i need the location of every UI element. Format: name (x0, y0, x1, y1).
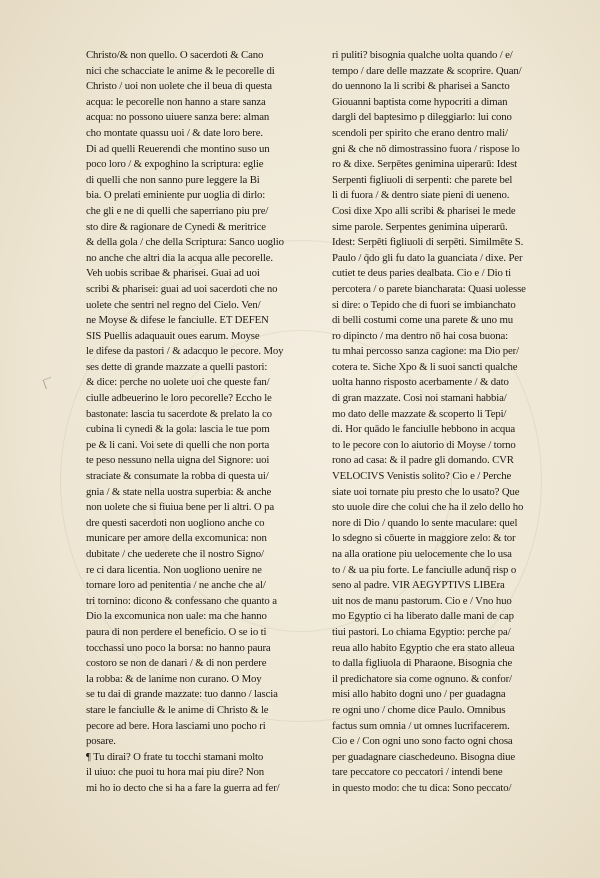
text-line: paura di non perdere el beneficio. O se io ti (86, 625, 267, 638)
text-line: tiui pastori. Lo chiama Egyptio: perche pa/ (332, 625, 511, 638)
text-line: do uennono la li scribi & pharisei a Sancto (332, 80, 510, 93)
text-line: mi ho io decto che si ha a fare la guerra ad fer/ (86, 781, 280, 794)
text-line: Cio e / Con ogni uno sono facto ogni chosa (332, 735, 513, 748)
text-line: posare. (86, 735, 116, 748)
text-line: le difese da pastori / & adacquo le pecore. Moy (86, 345, 284, 358)
text-line: mo dato delle mazzate & scoperto li Tepi/ (332, 407, 507, 420)
text-line: ri puliti? bisognia qualche uolta quando / e/ (332, 49, 513, 61)
text-line: VELOCIVS Venistis solito? Cio e / Perche (332, 470, 512, 483)
text-line: to / & ua piu forte. Le fanciulle adunq̄ risp o (332, 563, 517, 576)
text-line: il predichatore sia come ognuno. & confor/ (332, 672, 512, 685)
text-line: in questo modo: che tu dica: Sono peccato/ (332, 781, 512, 794)
text-line: seno al padre. VIR AEGYPTIVS LIBEra (332, 579, 505, 592)
text-line: tri tornino: dicono & confessano che quanto a (86, 594, 277, 607)
text-line: to le pecore con lo aiutorio di Moyse / torno (332, 438, 516, 451)
text-line: te peso nessuno nella uigna del Signore: uoi (86, 454, 270, 467)
text-line: siate uoi tornate piu presto che lo usato? Que (332, 485, 520, 498)
text-line: tornare loro ad penitentia / ne anche che al/ (86, 579, 266, 592)
text-line: Paulo / q̄do gli fu dato la guanciata / dixe. Per (332, 251, 523, 264)
text-line: acqua: le pecorelle non hanno a stare sanza (86, 95, 266, 108)
text-line: scendoli per spirito che erano dentro mali/ (332, 126, 508, 139)
text-line: reua allo habito Egyptio che era stato alleua (332, 641, 515, 654)
text-line: misi allo habito dogni uno / per guadagna (332, 688, 506, 701)
text-line: Dio la excomunica non uale: ma che hanno (86, 610, 267, 623)
text-line: che gli e ne di quelli che saperriano piu pre/ (86, 204, 269, 217)
right-text-column (332, 48, 576, 797)
text-line: se tu dai di grande mazzate: tuo danno / lascia (86, 688, 278, 701)
text-line: uolete che sentri nel regno del Cielo. Ven/ (86, 298, 261, 311)
text-line: uolta hanno risposto acerbamente / & dato (332, 376, 509, 389)
text-line: la robba: & de lanime non curano. O Moy (86, 672, 262, 685)
text-line: nore di Dio / quando lo sente maculare: quel (332, 516, 518, 529)
text-line: gnia / & state nella uostra superbia: & anche (86, 485, 272, 498)
text-line: ro dipincto / ma dentro nō hai cosa buona: (332, 329, 509, 342)
text-line: sto dire & ragionare de Cynedi & meritrice (86, 220, 266, 233)
text-line: acqua: no possono uiuere sanza bere: alman (86, 111, 270, 124)
text-line: dargli del baptesimo p dileggiarlo: lui cono (332, 111, 512, 124)
text-line: ¶ Tu dirai? O frate tu tocchi stamani molto (86, 750, 264, 763)
text-line: cubina li cynedi & la gola: lascia le tue pom (86, 423, 270, 436)
text-line: na alla oratione piu uelocemente che lo usa (332, 548, 512, 560)
text-line: sto uuole dire che colui che ha il zelo dello ho (332, 501, 524, 514)
text-line: factus sum omnia / ut omnes lucrifacerem. (332, 719, 510, 732)
text-line: di belli costumi come una parete & uno mu (332, 314, 513, 327)
text-line: ses dette di grande mazzate a quelli pastori: (86, 360, 268, 373)
text-line: bia. O prelati eminiente pur uoglia di dirlo: (86, 189, 266, 202)
text-line: SIS Puellis adaquauit oues earum. Moyse (86, 329, 260, 342)
text-line: ne Moyse & difese le fanciulle. ET DEFEN (86, 314, 269, 327)
text-line: nici che schacciate le anime & le pecorelle di (86, 64, 275, 77)
margin-mark (43, 377, 55, 389)
text-line: Idest: Serpēti figliuoli di serpēti. Similmēte S. (332, 236, 524, 249)
text-line: di quelli che non sanno pure leggere la Bi (86, 173, 260, 186)
text-line: non uolete che si fiuiua bene per li altri. O pa (86, 501, 274, 514)
text-line: mo Egyptio ci ha liberato dalle mani de cap (332, 610, 514, 623)
text-line: si dire: o Tepido che di fuori se imbianchato (332, 298, 516, 311)
text-line: Giouanni baptista come hypocriti a diman (332, 95, 508, 108)
text-line: dubitate / che uederete che il nostro Signo/ (86, 548, 264, 560)
text-line: cotera te. Siche Xpo & li suoi sancti qualche (332, 360, 518, 373)
text-line: municare per amore della excomunica: non (86, 532, 267, 545)
text-line: li di fuora / & dentro siate pieni di ueneno. (332, 189, 510, 202)
text-line: stare le fanciulle & le anime di Christo & le (86, 703, 269, 716)
text-line: di gran mazzate. Cosi noi stamani habbia/ (332, 392, 507, 405)
text-line: rono ad casa: & il padre gli domando. CVR (332, 454, 514, 467)
text-line: tempo / dare delle mazzate & scoprire. Quan/ (332, 64, 522, 77)
text-line: straciate & consumate la robba di questa ui/ (86, 470, 269, 483)
text-line: cutiet te deus paries dealbata. Cio e / Dio ti (332, 267, 511, 280)
text-line: bastonate: lascia tu sacerdote & prelato la co (86, 407, 272, 420)
text-line: re ci dara licentia. Non uogliono uenire ne (86, 563, 262, 576)
text-line: to dalla figliuola di Pharaone. Bisognia che (332, 657, 513, 670)
text-line: cho montate quassu uoi / & date loro bere. (86, 126, 263, 139)
text-line: dre questi sacerdoti non uogliono anche co (86, 516, 265, 529)
text-line: ciulle adbeuerino le loro pecorelle? Eccho le (86, 392, 272, 405)
text-line: uit nos de manu pastorum. Cio e / Vno huo (332, 594, 512, 607)
left-text-column (86, 48, 324, 797)
text-line: re ogni uno / chome dice Paulo. Omnibus (332, 703, 506, 716)
text-line: no anche che altri dia la acqua alle pecorelle. (86, 251, 273, 264)
text-line: di. Hor quādo le fanciulle hebbono in acqua (332, 423, 516, 436)
text-line: lo sdegno si cōuerte in maggiore zelo: & tor (332, 532, 516, 545)
text-line: tocchassi uno poco la borsa: no hanno paura (86, 641, 271, 654)
text-line: pe & li cani. Voi sete di quelli che non porta (86, 438, 270, 451)
text-line: Veh uobis scribae & pharisei. Guai ad uoi (86, 267, 260, 280)
text-line: & della gola / che della Scriptura: Sanco uoglio (86, 236, 284, 249)
text-line: tare peccatore co peccatori / intendi bene (332, 766, 503, 779)
text-line: & dice: perche no uolete uoi che queste fan/ (86, 376, 270, 389)
text-line: scribi & pharisei: guai ad uoi sacerdoti che no (86, 282, 278, 295)
text-line: Di ad quelli Reuerendi che montino suso un (86, 142, 270, 155)
text-line: ro & dixe. Serpētes genimina uiperarū: Idest (332, 158, 517, 171)
text-line: percotera / o parete biancharata: Quasi uolesse (332, 282, 526, 295)
text-line: Cosi dixe Xpo alli scribi & pharisei le mede (332, 204, 516, 217)
text-line: per guadagnare ciaschedeuno. Bisogna diue (332, 750, 516, 763)
text-line: pecore ad bere. Hora lasciami uno pocho ri (86, 719, 266, 732)
text-line: sime parole. Serpentes genimina uiperarū. (332, 220, 508, 233)
text-line: poco loro / & expoghino la scriptura: eglie (86, 158, 264, 171)
text-line: tu mhai percosso sanza cagione: ma Dio per/ (332, 345, 519, 358)
text-line: gni & che nō dimostrassino fuora / rispose lo (332, 142, 520, 155)
text-line: Christo/& non quello. O sacerdoti & Cano (86, 49, 264, 61)
text-line: Christo / uoi non uolete che il beua di questa (86, 80, 272, 93)
text-line: il uiuo: che puoi tu hora mai piu dire? Non (86, 766, 264, 779)
text-line: costoro se non de danari / & di non perdere (86, 657, 267, 670)
text-line: Serpenti figliuoli di serpenti: che parete bel (332, 173, 513, 186)
